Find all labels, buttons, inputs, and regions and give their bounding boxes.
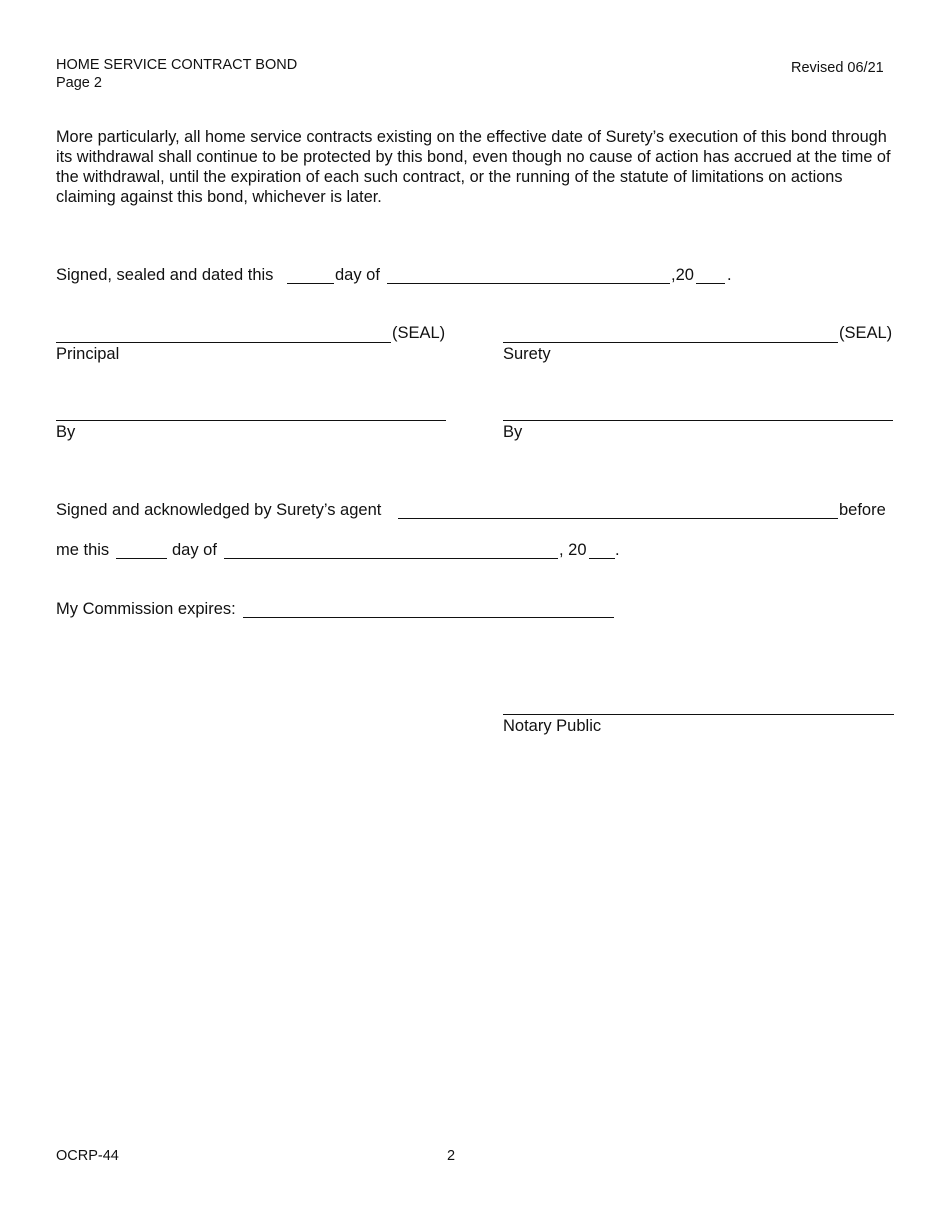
ack-month-blank[interactable] [224, 558, 558, 559]
ack-before: before [839, 501, 886, 519]
surety-seal-label: (SEAL) [839, 324, 893, 342]
signed-month-blank[interactable] [387, 283, 670, 284]
principal-seal-label: (SEAL) [392, 324, 446, 342]
surety-by-label: By [503, 423, 523, 441]
ack-day-of: day of [172, 541, 217, 559]
ack-agent-blank[interactable] [398, 518, 838, 519]
surety-signature-line[interactable] [503, 342, 838, 343]
signed-prefix: Signed, sealed and dated this [56, 266, 274, 284]
ack-prefix: Signed and acknowledged by Surety’s agent [56, 501, 382, 519]
signed-day-of: day of [335, 266, 380, 284]
commission-expires-blank[interactable] [243, 617, 614, 618]
page-number: 2 [447, 1148, 456, 1164]
notary-label: Notary Public [503, 717, 602, 735]
ack-year-blank[interactable] [589, 558, 615, 559]
form-id: OCRP-44 [56, 1148, 119, 1164]
signed-year-prefix: ,20 [671, 266, 694, 284]
signed-year-blank[interactable] [696, 283, 725, 284]
ack-me-this: me this [56, 541, 110, 559]
surety-by-line[interactable] [503, 420, 893, 421]
signed-period: . [727, 266, 732, 284]
ack-year-prefix: , 20 [559, 541, 587, 559]
ack-period: . [615, 541, 620, 559]
principal-label: Principal [56, 345, 120, 363]
commission-label: My Commission expires: [56, 600, 236, 618]
signed-day-blank[interactable] [287, 283, 334, 284]
ack-day-blank[interactable] [116, 558, 167, 559]
notary-signature-line[interactable] [503, 714, 894, 715]
page-label: Page 2 [56, 75, 102, 91]
revision-label: Revised 06/21 [791, 60, 884, 76]
principal-by-line[interactable] [56, 420, 446, 421]
document-title: HOME SERVICE CONTRACT BOND [56, 57, 298, 73]
surety-label: Surety [503, 345, 551, 363]
body-paragraph: More particularly, all home service contracts existing on the effective date of Surety’s execution of this bond through its withdrawal shall continue to be protected by this bond, even though no cause of action has accrued at the time of the withdrawal, until the expiration of each such contract, or the running of the statute of limitations on actions claiming against this bond, whichever is later. [56, 128, 891, 206]
principal-by-label: By [56, 423, 76, 441]
principal-signature-line[interactable] [56, 342, 391, 343]
